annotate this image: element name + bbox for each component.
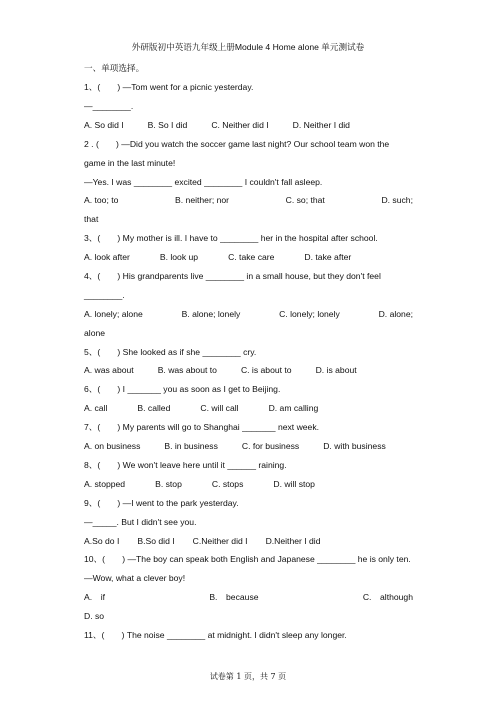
page-title: 外研版初中英语九年级上册Module 4 Home alone 单元测试卷 [131, 42, 365, 52]
question-1-options [84, 116, 413, 135]
option-a[interactable]: A.So do I [84, 535, 120, 546]
question-10-stem: 10、( ) —The boy can speak both English and Japanese ________ he is only ten. [84, 554, 411, 565]
option-c[interactable]: C. although [362, 592, 413, 603]
option-a[interactable]: A. look after [84, 252, 130, 263]
option-b[interactable]: B. because [209, 592, 259, 603]
option-a[interactable]: A. lonely; alone [84, 308, 143, 319]
question-8-stem: 8、( ) We won't leave here until it ______ raining. [84, 459, 287, 470]
question-5-stem: 5、( ) She looked as if she ________ cry. [84, 346, 257, 357]
question-1-reply: —________. [84, 100, 134, 111]
option-d[interactable]: D.Neither I did [265, 535, 321, 546]
option-d[interactable]: D. am calling [268, 403, 319, 414]
option-d[interactable]: D. so [84, 611, 105, 622]
option-c[interactable]: C. for business [241, 441, 300, 452]
option-d[interactable]: D. is about [315, 365, 357, 376]
option-a[interactable]: A. was about [84, 365, 134, 376]
question-9-reply: —_____. But I didn't see you. [84, 516, 197, 527]
question-3-stem: 3、( ) My mother is ill. I have to ________ her in the hospital after school. [84, 233, 378, 244]
option-a[interactable]: A. on business [84, 441, 141, 452]
question-9-options [84, 532, 413, 551]
option-d[interactable]: D. with business [323, 441, 386, 452]
option-d[interactable]: D. will stop [273, 478, 315, 489]
option-b[interactable]: B. stop [155, 478, 182, 489]
option-b[interactable]: B.So did I [137, 535, 175, 546]
option-c[interactable]: C. lonely; lonely [279, 308, 340, 319]
option-c[interactable]: C. will call [200, 403, 239, 414]
question-6-stem: 6、( ) I _______ you as soon as I get to Beijing. [84, 384, 281, 395]
option-c[interactable]: C. Neither did I [211, 119, 269, 130]
option-b[interactable]: B. was about to [157, 365, 217, 376]
question-8-options [84, 475, 413, 494]
question-11-stem: 11、( ) The noise ________ at midnight. I didn't sleep any longer. [84, 630, 347, 641]
option-b[interactable]: B. called [137, 403, 171, 414]
option-b[interactable]: B. neither; nor [175, 195, 230, 206]
question-2-options [84, 191, 413, 210]
question-10-reply: —Wow, what a clever boy! [84, 573, 186, 584]
question-2-options-continued: that [84, 214, 99, 225]
option-d[interactable]: D. Neither I did [292, 119, 350, 130]
question-6-options [84, 399, 413, 418]
question-4-options [84, 305, 413, 324]
question-7-options [84, 437, 413, 456]
question-2-stem: 2 . ( ) —Did you watch the soccer game last night? Our school team won the game in the last minute! [84, 138, 390, 168]
option-d[interactable]: D. such; [381, 195, 413, 206]
option-d[interactable]: D. alone; [378, 308, 413, 319]
question-4-stem: 4、( ) His grandparents live ________ in a small house, but they don't feel ________. [84, 270, 381, 300]
question-2-reply: —Yes. I was ________ excited ________ I couldn't fall asleep. [84, 176, 323, 187]
option-a[interactable]: A. stopped [84, 478, 126, 489]
question-list [84, 78, 413, 645]
option-a[interactable]: A. So did I [84, 119, 124, 130]
option-c[interactable]: C.Neither did I [192, 535, 248, 546]
section-heading: 一、单项选择。 [84, 63, 145, 73]
question-7-stem: 7、( ) My parents will go to Shanghai _______ next week. [84, 422, 320, 433]
question-4-options-continued: alone [84, 327, 106, 338]
question-5-options [84, 361, 413, 380]
option-b[interactable]: B. in business [164, 441, 218, 452]
option-a[interactable]: A. if [84, 592, 106, 603]
option-d[interactable]: D. take after [304, 252, 352, 263]
option-c[interactable]: C. so; that [285, 195, 325, 206]
page-footer: 试卷第 1 页，共 7 页 [209, 672, 287, 681]
option-b[interactable]: B. look up [159, 252, 199, 263]
option-a[interactable]: A. call [84, 403, 108, 414]
question-1-stem: 1、( ) —Tom went for a picnic yesterday. [84, 82, 254, 92]
option-c[interactable]: C. take care [228, 252, 275, 263]
option-a[interactable]: A. too; to [84, 195, 119, 206]
option-c[interactable]: C. is about to [240, 365, 292, 376]
option-b[interactable]: B. So I did [147, 119, 188, 130]
option-c[interactable]: C. stops [211, 478, 244, 489]
question-9-stem: 9、( ) —I went to the park yesterday. [84, 497, 239, 508]
option-b[interactable]: B. alone; lonely [181, 308, 241, 319]
question-3-options [84, 248, 413, 267]
question-10-options [84, 588, 413, 607]
